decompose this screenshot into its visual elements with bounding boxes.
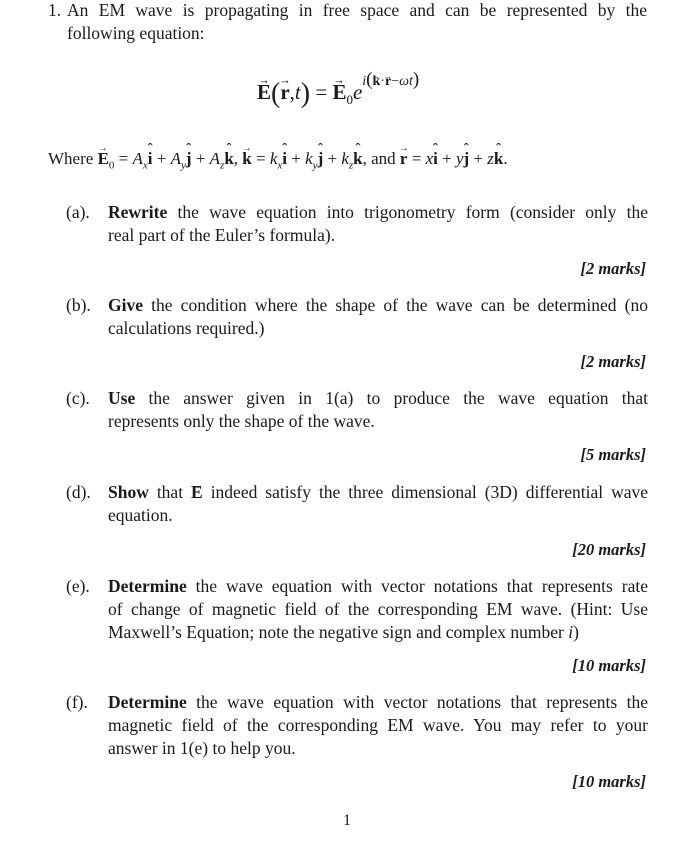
part-b-line1: Give the condition where the shape of the wave can be determined (no [108, 295, 648, 315]
eq-lhs-t: t [294, 80, 301, 104]
part-c-label: (c). [66, 388, 90, 408]
eq-equals: = [315, 80, 328, 104]
where-line: Where → $E_0$ = $A_xˆ$ $i + A_yˆ$ $j + A_zˆ$ k, → $k = k_xˆ$ $i + k_yˆ$ $j + k_zˆ$ k, and → r = xˆ i + yˆ j + zˆ k. [48, 149, 508, 169]
part-c-line2: represents only the shape of the wave. [108, 411, 375, 431]
part-d-label: (d). [66, 482, 91, 502]
part-f-marks: [10 marks] [572, 772, 646, 791]
page-number: 1 [343, 812, 351, 829]
question-intro-line2: following equation: [67, 23, 205, 43]
eq-base: e [352, 80, 363, 104]
part-f-line3: answer in 1(e) to help you. [108, 738, 296, 758]
where-label: Where [48, 149, 94, 168]
part-f-line2: magnetic field of the corresponding EM wave. You may refer to your [108, 715, 648, 735]
part-d-marks: [20 marks] [572, 540, 646, 559]
eq-lhs-E: → E [257, 80, 271, 105]
eq-exponent: i(k·r−ωt) [362, 69, 420, 90]
part-e-line1: Determine the wave equation with vector notations that represents rate [108, 576, 648, 596]
part-f-label: (f). [66, 692, 88, 712]
part-f-line1: Determine the wave equation with vector notations that represents the [108, 692, 648, 712]
question-intro-line1: An EM wave is propagating in free space and can be represented by the [67, 0, 647, 20]
part-c-marks: [5 marks] [580, 445, 646, 464]
part-e-line2: of change of magnetic field of the corresponding EM wave. (Hint: Use [108, 599, 648, 619]
eq-lhs-r: → r [280, 80, 289, 105]
part-d-line2: equation. [108, 505, 173, 525]
question-number: 1. [48, 0, 62, 20]
part-a-line2: real part of the Euler’s formula). [108, 225, 336, 245]
main-equation: → E(→ r,t) = → $E_0e^{i(k\cdot r-\omega t)}$ [257, 78, 419, 110]
part-a-marks: [2 marks] [580, 259, 646, 278]
part-a-label: (a). [66, 202, 90, 222]
part-e-label: (e). [66, 576, 90, 596]
part-e-marks: [10 marks] [572, 656, 646, 675]
part-d-line1: Show that → E indeed satisfy the three dimensional (3D) differential wave [108, 481, 648, 504]
part-b-line2: calculations required.) [108, 318, 265, 338]
eq-rhs-sub: 0 [346, 92, 353, 108]
part-e-line3: Maxwell’s Equation; note the negative sign and complex number i) [108, 622, 579, 642]
part-b-marks: [2 marks] [580, 352, 646, 371]
part-a-line1: Rewrite the wave equation into trigonometry form (consider only the [108, 202, 648, 222]
part-b-label: (b). [66, 295, 91, 315]
part-c-line1: Use the answer given in 1(a) to produce the wave equation that [108, 388, 648, 408]
and-label: and [371, 149, 396, 168]
eq-rhs-E: → E [332, 80, 346, 105]
